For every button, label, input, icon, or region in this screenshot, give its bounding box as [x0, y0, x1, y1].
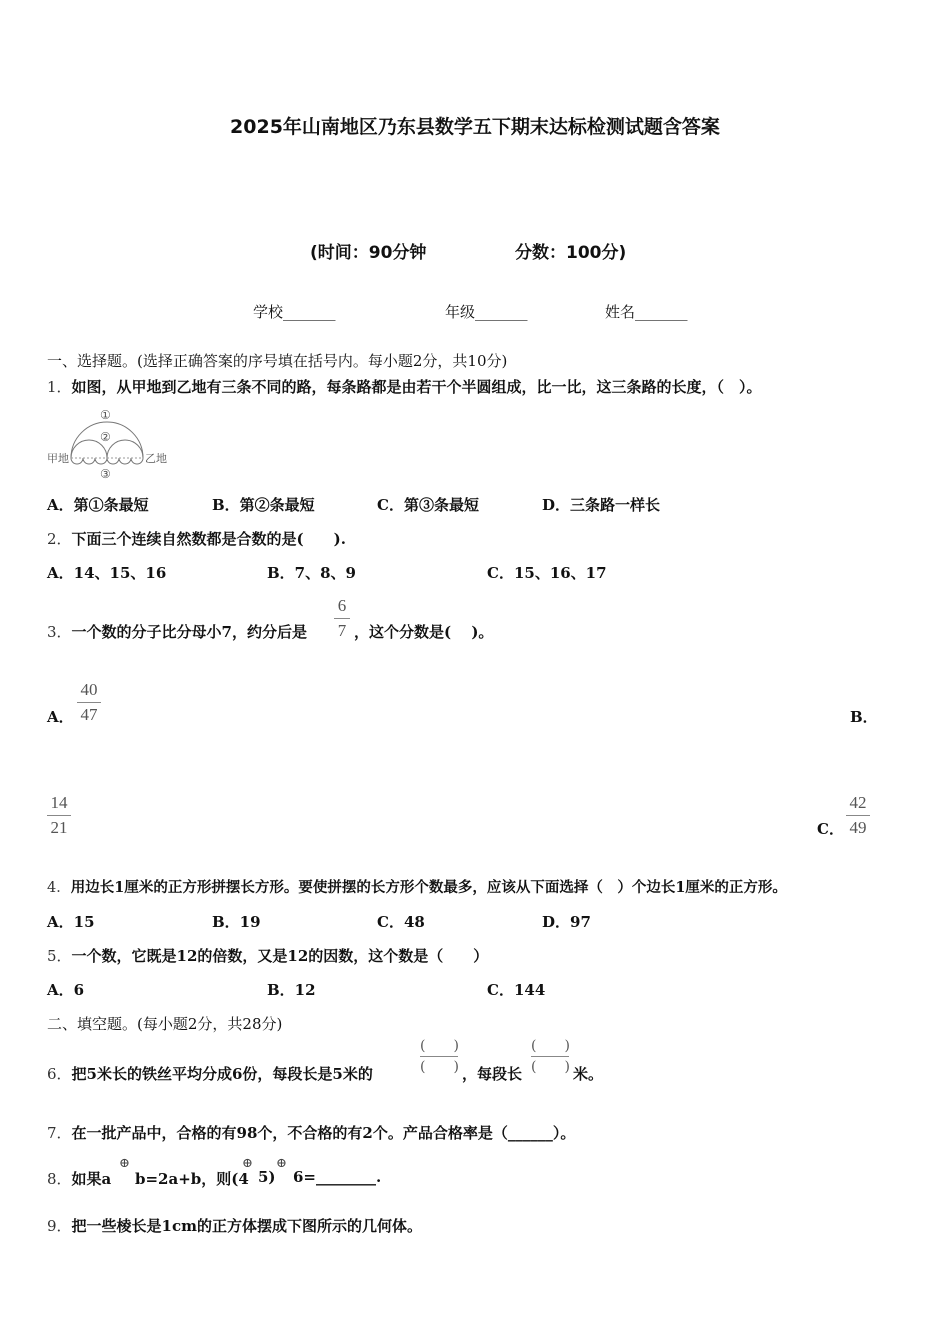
q6-text1: 把5米长的铁丝平均分成6份，每段长是5米的: [71, 1065, 373, 1083]
q3-option-c-label[interactable]: C．: [817, 820, 844, 838]
q1-option-b[interactable]: B．第②条最短: [212, 496, 315, 514]
q1-stem: [47, 376, 762, 397]
q2-number: 2．: [47, 530, 72, 548]
section2-heading: 二、填空题。(每小题2分，共28分): [47, 1015, 283, 1033]
q3-text-after: ，这个分数是( )。: [354, 623, 494, 641]
q6-stem: [47, 1063, 373, 1084]
q3-option-a-numerator: 40: [80, 680, 98, 699]
q2-option-b[interactable]: B．7、8、9: [267, 564, 356, 582]
q8-number: 8．: [47, 1170, 72, 1188]
q8-oplus-icon-1: ⊕: [119, 1156, 130, 1171]
q4-stem: [47, 876, 787, 897]
q2-option-c[interactable]: C．15、16、17: [487, 564, 607, 582]
q9-stem: [47, 1215, 422, 1236]
end-label: 乙地: [145, 452, 167, 465]
q8-oplus-icon-2: ⊕: [242, 1156, 253, 1171]
q3-option-a-denominator: 47: [80, 705, 98, 724]
q1-option-a[interactable]: A．第①条最短: [47, 496, 149, 514]
q3-option-b-fraction[interactable]: [47, 792, 71, 839]
q6-blank-denominator-2: ( ): [531, 1059, 570, 1075]
q2-stem: [47, 528, 346, 549]
q8-part4: 6=________.: [293, 1168, 382, 1186]
q4-option-d[interactable]: D．97: [542, 913, 591, 931]
route3-arcs: [71, 458, 143, 464]
q3-option-b-label[interactable]: B．: [850, 708, 878, 726]
q5-text: 一个数，它既是12的倍数，又是12的因数，这个数是（ ）: [71, 947, 489, 965]
q6-text3: 米。: [573, 1065, 604, 1083]
q6-number: 6．: [47, 1065, 72, 1083]
q1-route-figure: [45, 404, 175, 484]
q1-option-c[interactable]: C．第③条最短: [377, 496, 479, 514]
q8-part3: 5): [258, 1168, 276, 1186]
route2-label: ②: [100, 430, 111, 444]
q7-text: 在一批产品中，合格的有98个，不合格的有2个。产品合格率是（______）。: [71, 1124, 576, 1142]
q3-option-c-numerator: 42: [849, 793, 867, 812]
q6-blank-fraction-2[interactable]: [531, 1036, 569, 1077]
q3-option-b-numerator: 14: [50, 793, 68, 812]
q2-text: 下面三个连续自然数都是合数的是( ).: [71, 530, 346, 548]
q3-option-c-fraction[interactable]: [846, 792, 870, 839]
q3-text-before: 一个数的分子比分母小7，约分后是: [71, 623, 307, 641]
q3-option-c-denominator: 49: [849, 818, 867, 837]
q1-text: 如图，从甲地到乙地有三条不同的路，每条路都是由若干个半圆组成，比一比，这三条路的长度，（ ）。: [71, 378, 762, 396]
section1-heading: 一、选择题。(选择正确答案的序号填在括号内。每小题2分，共10分): [47, 352, 508, 370]
q5-number: 5．: [47, 947, 72, 965]
q3-fraction: [334, 595, 350, 642]
q4-number: 4．: [47, 880, 71, 896]
q3-fraction-denominator: 7: [337, 621, 347, 640]
q5-option-c[interactable]: C．144: [487, 981, 546, 999]
q3-stem-before: [47, 621, 307, 642]
q1-option-d[interactable]: D．三条路一样长: [542, 496, 661, 514]
exam-score: 分数：100分): [515, 243, 627, 263]
q6-blank-numerator-2: ( ): [531, 1038, 570, 1054]
q9-number: 9．: [47, 1217, 72, 1235]
route1-label: ①: [100, 408, 111, 422]
q8-oplus-icon-3: ⊕: [276, 1156, 287, 1171]
q4-option-a[interactable]: A．15: [47, 913, 95, 931]
q4-option-c[interactable]: C．48: [377, 913, 425, 931]
q3-option-a-fraction[interactable]: [77, 679, 101, 726]
q7-stem: [47, 1122, 575, 1143]
q2-option-a[interactable]: A．14、15、16: [47, 564, 167, 582]
start-label: 甲地: [47, 452, 69, 465]
q7-number: 7．: [47, 1124, 72, 1142]
q5-stem: [47, 945, 488, 966]
page-title: 2025年山南地区乃东县数学五下期末达标检测试题含答案: [230, 116, 720, 138]
route3-label: ③: [100, 467, 111, 481]
q3-option-a-label[interactable]: A．: [47, 708, 74, 726]
name-field: 姓名_______: [605, 303, 688, 321]
q9-text: 把一些棱长是1cm的正方体摆成下图所示的几何体。: [71, 1217, 422, 1235]
school-field: 学校_______: [253, 303, 336, 321]
q4-text: 用边长1厘米的正方形拼摆长方形。要使拼摆的长方形个数最多，应该从下面选择（ ）个边长1厘米的正方形。: [70, 879, 787, 896]
q4-option-b[interactable]: B．19: [212, 913, 261, 931]
q1-number: 1．: [47, 378, 72, 396]
q6-blank-fraction-1[interactable]: [420, 1036, 458, 1077]
q6-blank-denominator-1: ( ): [420, 1059, 459, 1075]
q6-blank-numerator-1: ( ): [420, 1038, 459, 1054]
q3-option-b-denominator: 21: [50, 818, 68, 837]
q5-option-b[interactable]: B．12: [267, 981, 316, 999]
q3-fraction-numerator: 6: [337, 596, 347, 615]
grade-field: 年级_______: [445, 303, 528, 321]
exam-time: (时间：90分钟: [310, 243, 427, 263]
q3-number: 3．: [47, 623, 72, 641]
q8-stem: [47, 1168, 111, 1189]
q6-text2: ，每段长: [462, 1065, 523, 1083]
q8-part1: 如果a: [71, 1170, 112, 1188]
q8-part2: b=2a+b，则(4: [135, 1170, 249, 1188]
q5-option-a[interactable]: A．6: [47, 981, 85, 999]
